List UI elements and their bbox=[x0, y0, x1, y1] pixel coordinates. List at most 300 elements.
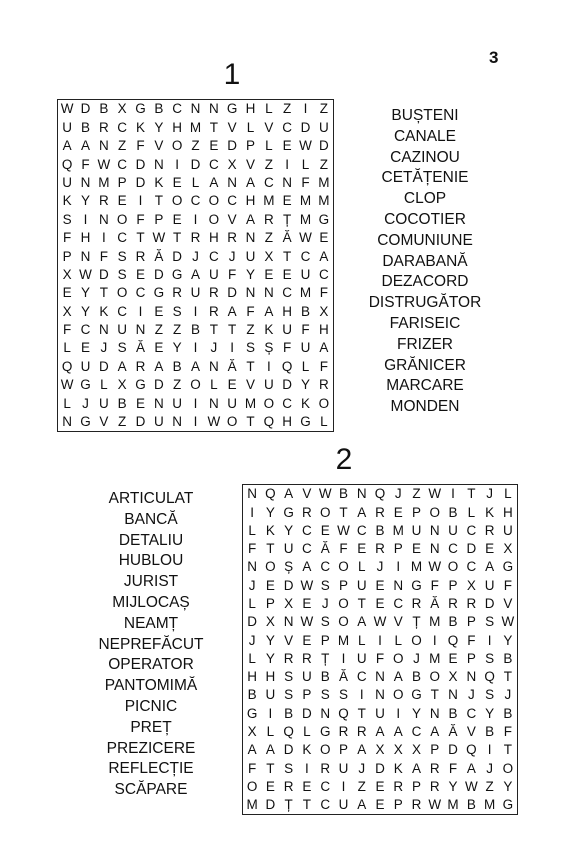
grid-cell: G bbox=[411, 577, 422, 593]
grid-cell: O bbox=[208, 193, 220, 209]
grid-cell: J bbox=[228, 248, 236, 264]
word-item: BANCĂ bbox=[124, 510, 178, 528]
grid-cell: Ț bbox=[283, 211, 292, 227]
grid-cell: O bbox=[319, 504, 331, 520]
grid-cell: I bbox=[396, 559, 401, 575]
grid-cell: U bbox=[484, 577, 495, 593]
grid-cell: U bbox=[227, 395, 238, 411]
grid-cell: Ț bbox=[412, 614, 421, 630]
grid-cell: L bbox=[265, 138, 273, 154]
grid-cell: Z bbox=[118, 138, 127, 154]
grid-cell: B bbox=[485, 723, 495, 739]
grid-cell: S bbox=[485, 614, 495, 630]
grid-cell: O bbox=[263, 395, 275, 411]
grid-cell: Y bbox=[412, 705, 422, 721]
grid-cell: F bbox=[503, 577, 512, 593]
grid-cell: L bbox=[63, 395, 71, 411]
grid-cell: N bbox=[429, 541, 440, 557]
grid-cell: Y bbox=[265, 650, 275, 666]
word-list-1 bbox=[355, 106, 495, 418]
grid-cell: W bbox=[428, 486, 442, 502]
grid-cell: S bbox=[284, 760, 294, 776]
grid-cell: C bbox=[282, 119, 293, 135]
word-item: FARISEIC bbox=[389, 314, 461, 332]
grid-cell: F bbox=[301, 322, 310, 338]
grid-cell: Ă bbox=[227, 358, 237, 374]
word-item: DISTRUGĂTOR bbox=[368, 294, 482, 312]
grid-cell: L bbox=[394, 632, 403, 648]
grid-cell: B bbox=[284, 705, 294, 721]
grid-cell: Y bbox=[80, 193, 90, 209]
grid-cell: E bbox=[302, 632, 312, 648]
grid-cell: N bbox=[247, 486, 257, 502]
grid-cell: C bbox=[320, 797, 331, 813]
grid-cell: Y bbox=[265, 504, 275, 520]
grid-cell: D bbox=[484, 596, 495, 612]
grid-cell: K bbox=[302, 742, 312, 758]
grid-cell: Q bbox=[265, 486, 276, 502]
grid-cell: E bbox=[375, 778, 385, 794]
grid-cell: U bbox=[208, 266, 219, 282]
grid-cell: E bbox=[319, 230, 329, 246]
grid-cell: I bbox=[396, 705, 401, 721]
grid-cell: A bbox=[375, 723, 385, 739]
grid-cell: I bbox=[305, 760, 309, 776]
grid-cell: S bbox=[117, 266, 127, 282]
grid-cell: C bbox=[282, 285, 293, 301]
grid-cell: M bbox=[429, 614, 441, 630]
grid-cell: D bbox=[283, 742, 294, 758]
grid-cell: U bbox=[300, 340, 311, 356]
grid-cell: Q bbox=[338, 705, 349, 721]
grid-cell: J bbox=[486, 760, 493, 776]
grid-cell: U bbox=[190, 285, 201, 301]
grid-cell: S bbox=[172, 303, 182, 319]
grid-cell: H bbox=[245, 193, 256, 209]
grid-cell: D bbox=[98, 358, 109, 374]
grid-cell: I bbox=[341, 778, 346, 794]
grid-cell: Y bbox=[300, 377, 310, 393]
grid-cell: S bbox=[117, 340, 127, 356]
grid-cell: Z bbox=[118, 414, 127, 430]
grid-cell: V bbox=[245, 377, 255, 393]
grid-cell: S bbox=[117, 248, 127, 264]
grid-cell: D bbox=[153, 377, 164, 393]
grid-cell: Q bbox=[374, 486, 386, 502]
grid-cell: I bbox=[193, 414, 198, 430]
grid-cell: E bbox=[485, 541, 495, 557]
grid-cell: T bbox=[246, 414, 255, 430]
grid-cell: M bbox=[429, 650, 441, 666]
grid-cell: Y bbox=[265, 632, 275, 648]
grid-cell: D bbox=[98, 266, 109, 282]
grid-cell: T bbox=[503, 742, 512, 758]
grid-cell: P bbox=[393, 797, 403, 813]
grid-cell: W bbox=[299, 230, 312, 246]
grid-cell: U bbox=[300, 266, 311, 282]
grid-cell: U bbox=[502, 522, 513, 538]
grid-cell: G bbox=[153, 285, 165, 301]
grid-cell: J bbox=[321, 596, 329, 612]
grid-cell: G bbox=[502, 797, 514, 813]
grid-cell: J bbox=[467, 687, 475, 703]
grid-cell: R bbox=[98, 119, 109, 135]
grid-cell: R bbox=[411, 596, 422, 612]
grid-cell: F bbox=[301, 174, 310, 190]
grid-cell: R bbox=[448, 596, 458, 612]
grid-cell: L bbox=[320, 414, 328, 430]
grid-cell: X bbox=[412, 742, 422, 758]
grid-cell: E bbox=[282, 138, 292, 154]
grid-cell: J bbox=[100, 340, 108, 356]
grid-cell: R bbox=[466, 596, 477, 612]
grid-cell: E bbox=[227, 377, 237, 393]
grid-cell: I bbox=[303, 101, 308, 117]
grid-cell: E bbox=[412, 541, 422, 557]
grid-cell: R bbox=[98, 193, 109, 209]
grid-cell: O bbox=[338, 596, 349, 612]
grid-cell: V bbox=[154, 138, 164, 154]
grid-cell: N bbox=[429, 522, 440, 538]
grid-cell: O bbox=[171, 138, 183, 154]
grid-cell: D bbox=[302, 705, 312, 721]
word-item: OPERATOR bbox=[108, 656, 194, 674]
word-item: CLOP bbox=[403, 190, 447, 208]
grid-cell: Ț bbox=[284, 797, 293, 813]
grid-cell: E bbox=[320, 522, 330, 538]
word-item: DEZACORD bbox=[381, 273, 469, 291]
grid-cell: V bbox=[264, 119, 274, 135]
grid-cell: M bbox=[299, 211, 312, 227]
grid-cell: T bbox=[99, 285, 108, 301]
grid-cell: G bbox=[246, 705, 258, 721]
grid-cell: S bbox=[320, 614, 330, 630]
grid-cell: D bbox=[135, 156, 146, 172]
grid-cell: K bbox=[135, 119, 145, 135]
grid-cell: P bbox=[117, 174, 127, 190]
grid-cell: P bbox=[412, 504, 422, 520]
grid-cell: Ș bbox=[284, 559, 294, 575]
grid-cell: C bbox=[320, 778, 331, 794]
grid-cell: H bbox=[282, 414, 293, 430]
grid-cell: L bbox=[210, 377, 218, 393]
grid-cell: E bbox=[135, 266, 145, 282]
grid-cell: B bbox=[117, 395, 127, 411]
grid-cell: M bbox=[246, 797, 258, 813]
grid-cell: U bbox=[302, 669, 312, 685]
grid-cell: W bbox=[428, 559, 442, 575]
grid-cell: C bbox=[411, 723, 422, 739]
grid-cell: J bbox=[504, 687, 512, 703]
grid-cell: X bbox=[375, 742, 385, 758]
grid-cell: T bbox=[209, 322, 218, 338]
grid-cell: N bbox=[227, 174, 238, 190]
grid-cell: Y bbox=[503, 632, 513, 648]
grid-cell: C bbox=[208, 156, 219, 172]
grid-cell: O bbox=[447, 559, 459, 575]
grid-cell: W bbox=[207, 414, 221, 430]
grid-cell: R bbox=[429, 778, 440, 794]
grid-cell: C bbox=[356, 669, 367, 685]
grid-cell: M bbox=[189, 119, 202, 135]
word-item: NEPREFĂCUT bbox=[98, 635, 204, 653]
grid-cell: A bbox=[245, 211, 255, 227]
page-number: 3 bbox=[489, 48, 499, 67]
grid-cell: Ă bbox=[154, 248, 164, 264]
grid-cell: Z bbox=[173, 377, 182, 393]
grid-cell: N bbox=[98, 138, 109, 154]
grid-cell: B bbox=[172, 358, 182, 374]
grid-cell: O bbox=[411, 632, 422, 648]
grid-cell: L bbox=[63, 340, 71, 356]
grid-cell: M bbox=[98, 174, 110, 190]
grid-cell: Ă bbox=[135, 340, 145, 356]
grid-cell: Z bbox=[191, 138, 200, 154]
grid-cell: O bbox=[208, 211, 220, 227]
word-item: COMUNIUNE bbox=[377, 231, 473, 249]
letter-grid-2 bbox=[242, 484, 518, 815]
word-item: PICNIC bbox=[124, 697, 178, 715]
grid-cell: L bbox=[100, 377, 108, 393]
grid-cell: T bbox=[246, 358, 255, 374]
grid-cell: Ă bbox=[282, 230, 292, 246]
grid-cell: E bbox=[302, 596, 312, 612]
grid-cell: J bbox=[358, 760, 366, 776]
grid-cell: E bbox=[154, 303, 164, 319]
grid-cell: G bbox=[171, 266, 183, 282]
grid-cell: R bbox=[190, 230, 201, 246]
grid-cell: Q bbox=[61, 156, 73, 172]
grid-cell: K bbox=[393, 760, 403, 776]
grid-cell: C bbox=[466, 559, 477, 575]
grid-cell: J bbox=[210, 340, 218, 356]
grid-cell: B bbox=[503, 705, 513, 721]
grid-cell: T bbox=[266, 760, 275, 776]
word-item: ARTICULAT bbox=[108, 490, 194, 507]
grid-cell: W bbox=[464, 778, 478, 794]
grid-cell: U bbox=[172, 395, 183, 411]
grid-cell: F bbox=[246, 303, 255, 319]
grid-cell: D bbox=[247, 614, 257, 630]
grid-cell: W bbox=[299, 138, 312, 154]
grid-cell: F bbox=[228, 266, 237, 282]
grid-cell: O bbox=[246, 778, 258, 794]
grid-cell: N bbox=[245, 285, 256, 301]
grid-cell: R bbox=[393, 778, 404, 794]
grid-cell: N bbox=[80, 248, 91, 264]
grid-cell: P bbox=[154, 211, 164, 227]
word-item: JURIST bbox=[123, 573, 179, 591]
grid-cell: W bbox=[152, 230, 166, 246]
grid-cell: A bbox=[393, 723, 403, 739]
grid-cell: O bbox=[393, 650, 404, 666]
grid-cell: X bbox=[466, 577, 476, 593]
grid-cell: W bbox=[300, 577, 314, 593]
grid-cell: C bbox=[356, 522, 367, 538]
grid-cell: C bbox=[466, 522, 477, 538]
grid-cell: H bbox=[80, 230, 91, 246]
grid-cell: L bbox=[301, 156, 310, 172]
word-item: REFLECȚIE bbox=[108, 760, 194, 778]
grid-cell: N bbox=[208, 101, 219, 117]
grid-cell: V bbox=[393, 614, 403, 630]
grid-cell: D bbox=[318, 138, 329, 154]
grid-cell: B bbox=[247, 687, 257, 703]
grid-cell: E bbox=[302, 778, 312, 794]
grid-cell: A bbox=[117, 358, 127, 374]
grid-cell: D bbox=[227, 285, 238, 301]
grid-cell: X bbox=[393, 742, 403, 758]
grid-cell: R bbox=[484, 522, 495, 538]
grid-cell: P bbox=[245, 138, 255, 154]
grid-cell: Q bbox=[447, 632, 459, 648]
grid-cell: M bbox=[337, 632, 350, 648]
grid-cell: E bbox=[264, 266, 274, 282]
grid-cell: J bbox=[82, 395, 89, 411]
grid-cell: W bbox=[501, 614, 515, 630]
grid-cell: I bbox=[432, 632, 437, 648]
grid-cell: Q bbox=[263, 414, 275, 430]
grid-cell: I bbox=[230, 340, 235, 356]
grid-cell: Y bbox=[80, 303, 90, 319]
grid-cell: A bbox=[430, 723, 440, 739]
grid-cell: I bbox=[193, 395, 198, 411]
grid-cell: R bbox=[375, 504, 385, 520]
grid-cell: W bbox=[318, 486, 332, 502]
grid-cell: P bbox=[62, 248, 72, 264]
word-item: FRIZER bbox=[397, 335, 453, 353]
grid-cell: Z bbox=[283, 101, 292, 117]
grid-cell: X bbox=[117, 377, 127, 393]
grid-cell: A bbox=[412, 760, 422, 776]
grid-cell: C bbox=[117, 119, 128, 135]
grid-cell: Z bbox=[357, 778, 366, 794]
puzzle-number-1: 1 bbox=[223, 58, 241, 91]
grid-cell: A bbox=[154, 358, 164, 374]
grid-cell: S bbox=[338, 687, 348, 703]
grid-cell: U bbox=[62, 119, 73, 135]
grid-cell: O bbox=[338, 614, 349, 630]
grid-cell: P bbox=[466, 650, 476, 666]
grid-cell: A bbox=[264, 303, 274, 319]
grid-cell: X bbox=[264, 248, 274, 264]
grid-cell: W bbox=[337, 522, 350, 538]
grid-cell: L bbox=[357, 632, 366, 648]
grid-cell: R bbox=[135, 248, 146, 264]
grid-cell: U bbox=[356, 650, 367, 666]
grid-cell: O bbox=[393, 687, 404, 703]
word-item: SCĂPARE bbox=[114, 781, 188, 799]
grid-cell: C bbox=[190, 193, 201, 209]
grid-cell: C bbox=[80, 322, 91, 338]
grid-cell: Z bbox=[264, 230, 273, 246]
grid-cell: I bbox=[285, 156, 290, 172]
grid-cell: M bbox=[299, 285, 312, 301]
grid-cell: W bbox=[300, 614, 314, 630]
grid-cell: C bbox=[135, 285, 146, 301]
grid-cell: Ă bbox=[338, 669, 348, 685]
word-item: HUBLOU bbox=[118, 552, 184, 570]
grid-cell: E bbox=[282, 266, 292, 282]
grid-cell: F bbox=[448, 760, 458, 776]
grid-cell: Ș bbox=[264, 340, 274, 356]
grid-cell: W bbox=[60, 377, 74, 393]
grid-cell: T bbox=[209, 119, 218, 135]
grid-cell: B bbox=[503, 650, 513, 666]
grid-cell: C bbox=[208, 248, 219, 264]
grid-cell: H bbox=[208, 230, 219, 246]
grid-cell: D bbox=[448, 742, 458, 758]
grid-cell: M bbox=[318, 174, 330, 190]
grid-cell: T bbox=[503, 669, 512, 685]
grid-cell: J bbox=[394, 486, 402, 502]
grid-cell: P bbox=[393, 541, 403, 557]
grid-cell: S bbox=[62, 211, 72, 227]
grid-cell: Z bbox=[319, 156, 328, 172]
grid-cell: M bbox=[263, 193, 275, 209]
grid-cell: I bbox=[250, 504, 255, 520]
grid-cell: Y bbox=[245, 266, 255, 282]
grid-cell: P bbox=[320, 632, 330, 648]
grid-cell: R bbox=[263, 211, 274, 227]
grid-cell: T bbox=[302, 797, 312, 813]
grid-cell: P bbox=[265, 596, 275, 612]
grid-cell: N bbox=[153, 156, 164, 172]
grid-cell: G bbox=[411, 687, 422, 703]
grid-cell: R bbox=[283, 778, 294, 794]
grid-cell: X bbox=[62, 266, 72, 282]
grid-cell: E bbox=[375, 596, 385, 612]
grid-cell: N bbox=[172, 414, 183, 430]
grid-cell: I bbox=[193, 211, 198, 227]
grid-cell: M bbox=[244, 395, 257, 411]
grid-cell: V bbox=[466, 723, 476, 739]
grid-cell: A bbox=[247, 742, 257, 758]
grid-cell: U bbox=[117, 322, 128, 338]
grid-cell: Z bbox=[485, 778, 494, 794]
grid-cell: Q bbox=[466, 742, 477, 758]
grid-cell: I bbox=[487, 632, 492, 648]
grid-cell: U bbox=[265, 687, 276, 703]
grid-cell: C bbox=[393, 596, 404, 612]
grid-cell: H bbox=[245, 101, 256, 117]
grid-cell: G bbox=[80, 377, 91, 393]
grid-cell: W bbox=[79, 266, 92, 282]
word-item: CAZINOU bbox=[390, 148, 460, 166]
grid-cell: E bbox=[172, 174, 182, 190]
grid-cell: D bbox=[153, 266, 164, 282]
grid-cell: F bbox=[248, 541, 257, 557]
grid-cell: Y bbox=[448, 778, 458, 794]
grid-cell: B bbox=[448, 614, 458, 630]
grid-cell: N bbox=[263, 285, 274, 301]
grid-cell: M bbox=[392, 522, 404, 538]
grid-cell: C bbox=[282, 395, 293, 411]
grid-cell: P bbox=[448, 577, 458, 593]
grid-cell: P bbox=[338, 742, 348, 758]
grid-cell: L bbox=[357, 559, 366, 575]
grid-cell: S bbox=[245, 340, 255, 356]
grid-cell: B bbox=[375, 522, 385, 538]
grid-cell: R bbox=[208, 285, 219, 301]
grid-cell: G bbox=[283, 504, 294, 520]
grid-cell: N bbox=[375, 687, 385, 703]
grid-cell: C bbox=[300, 248, 311, 264]
grid-cell: U bbox=[282, 322, 293, 338]
grid-cell: N bbox=[356, 486, 367, 502]
grid-cell: N bbox=[466, 669, 477, 685]
grid-cell: I bbox=[266, 358, 271, 374]
